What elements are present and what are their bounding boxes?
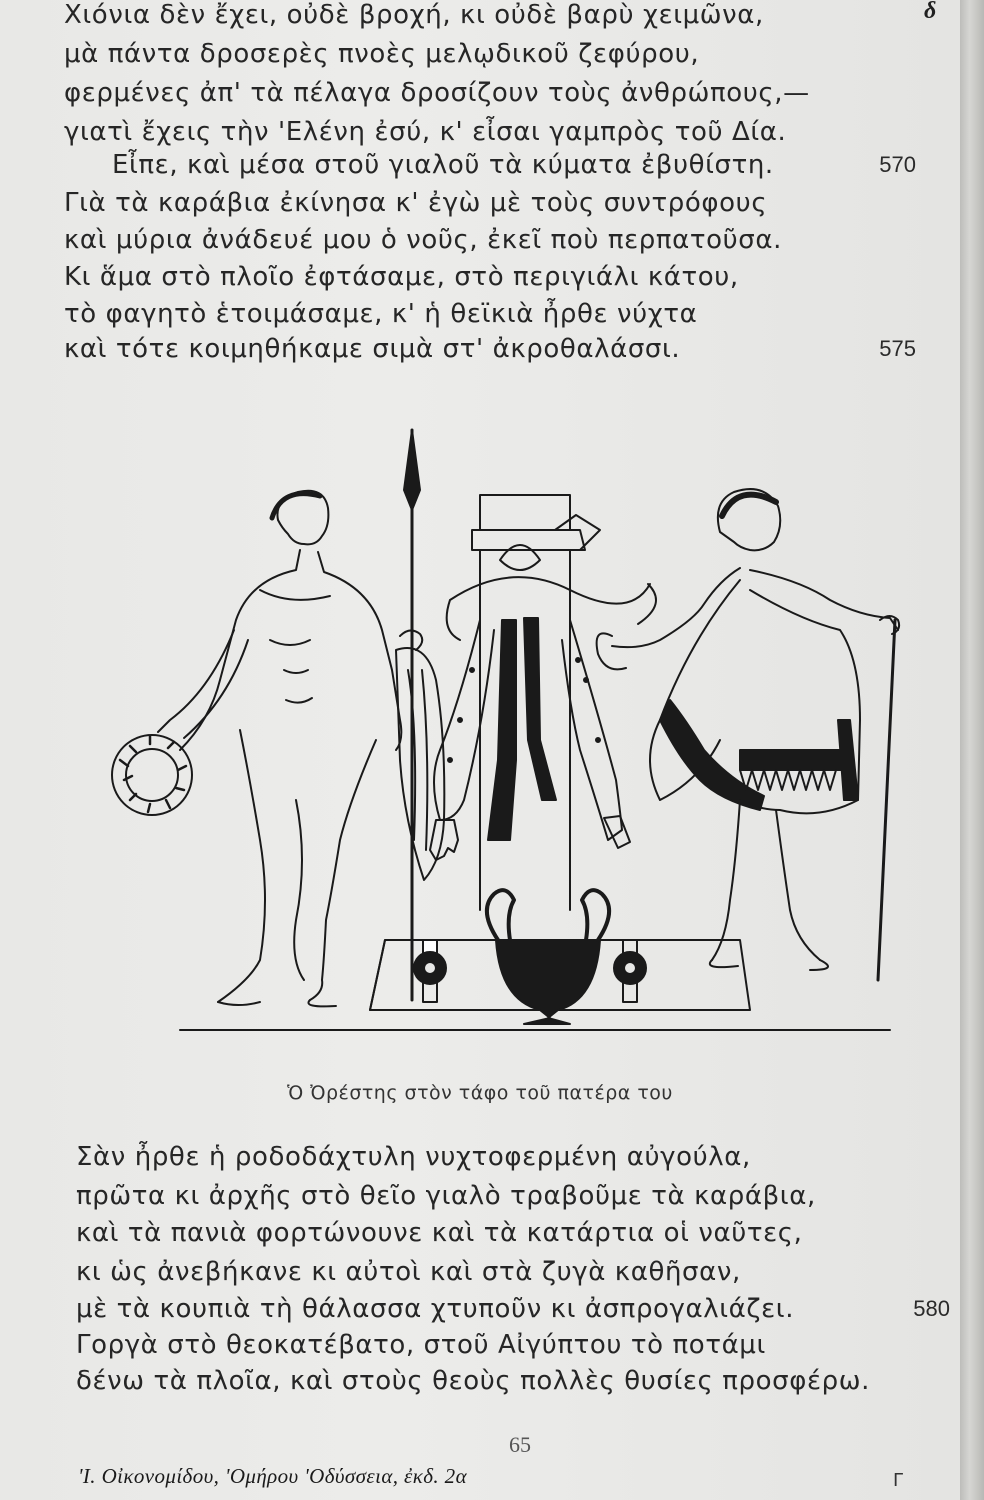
page-number: 65: [509, 1432, 531, 1457]
right-figure: [597, 489, 900, 980]
verse-line: γιατὶ ἔχεις τὴν 'Ελένη ἐσύ, κ' εἶσαι γαμπρὸς τοῦ Δία.: [64, 117, 787, 147]
vase-illustration: [100, 420, 920, 1040]
line-number: 570: [879, 152, 916, 177]
verse-line: καὶ τὰ πανιὰ φορτώνουνε καὶ τὰ κατάρτια οἱ ναῦτες,: [76, 1218, 803, 1248]
footer-citation: 'Ι. Οἰκονομίδου, 'Ομήρου 'Οδύσσεια, ἐκδ. 2α: [78, 1464, 467, 1488]
wreath: [112, 735, 192, 815]
verse-line: Κι ἅμα στὸ πλοῖο ἐφτάσαμε, στὸ περιγιάλι κάτου,: [64, 262, 739, 292]
section-marker: δ: [924, 0, 937, 24]
page-edge: [960, 0, 984, 1500]
verse-line: Σὰν ἦρθε ἡ ροδοδάχτυλη νυχτοφερμένη αὐγούλα,: [76, 1142, 751, 1172]
illustration-caption: Ὁ Ὀρέστης στὸν τάφο τοῦ πατέρα του: [287, 1082, 673, 1104]
verse-line: μὰ πάντα δροσερὲς πνοὲς μελῳδικοῦ ζεφύρου,: [64, 39, 700, 69]
verse-line: μὲ τὰ κουπιὰ τὴ θάλασσα χτυποῦν κι ἀσπρογαλιάζει.: [76, 1294, 795, 1324]
left-figure: [158, 430, 444, 1006]
tomb-base: [370, 890, 750, 1024]
verse-line: Χιόνια δὲν ἔχει, οὐδὲ βροχή, κι οὐδὲ βαρὺ χειμῶνα,: [64, 0, 764, 30]
verse-line: δένω τὰ πλοῖα, καὶ στοὺς θεοὺς πολλὲς θυσίες προσφέρω.: [76, 1366, 870, 1396]
verse-line: καὶ μύρια ἀνάδευέ μου ὁ νοῦς, ἐκεῖ ποὺ περπατοῦσα.: [64, 225, 782, 255]
footer-signature-mark: Γ: [893, 1470, 904, 1491]
line-number: 580: [913, 1296, 950, 1321]
verse-line: Εἶπε, καὶ μέσα στοῦ γιαλοῦ τὰ κύματα ἐβυθίστη.: [112, 150, 774, 180]
line-number: 575: [879, 336, 916, 361]
stele: [430, 495, 656, 910]
verse-line: κι ὡς ἀνεβήκανε κι αὐτοὶ καὶ στὰ ζυγὰ καθῆσαν,: [76, 1257, 741, 1287]
verse-line: τὸ φαγητὸ ἑτοιμάσαμε, κ' ἡ θεϊκιὰ ἦρθε νύχτα: [64, 299, 698, 329]
verse-line: φερμένες ἀπ' τὰ πέλαγα δροσίζουν τοὺς ἀνθρώπους,—: [64, 78, 810, 108]
verse-line: Γιὰ τὰ καράβια ἐκίνησα κ' ἐγὼ μὲ τοὺς συντρόφους: [64, 188, 768, 218]
verse-line: καὶ τότε κοιμηθήκαμε σιμὰ στ' ἀκροθαλάσσι.: [64, 334, 681, 364]
verse-line: Γοργὰ στὸ θεοκατέβατο, στοῦ Αἰγύπτου τὸ ποτάμι: [76, 1330, 766, 1360]
verse-line: πρῶτα κι ἀρχῆς στὸ θεῖο γιαλὸ τραβοῦμε τὰ καράβια,: [76, 1181, 816, 1211]
